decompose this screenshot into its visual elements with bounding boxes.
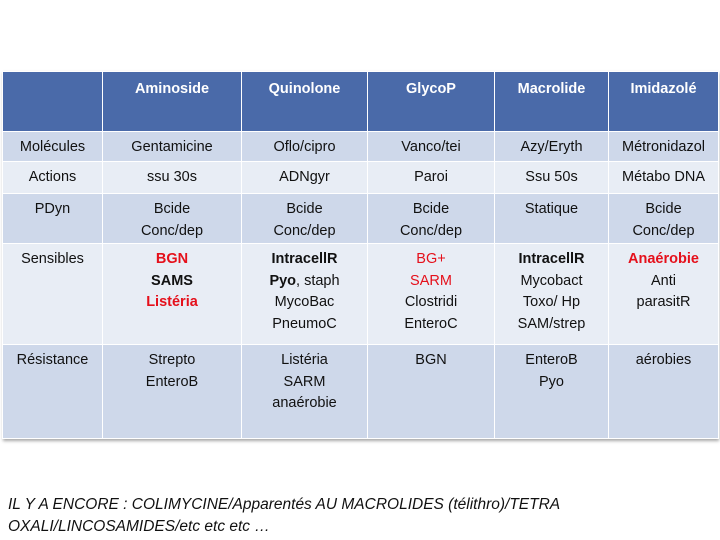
cell-actions-quinolone: ADNgyr bbox=[242, 162, 368, 194]
footer-note bbox=[8, 494, 713, 538]
cell-line: Conc/dep bbox=[399, 222, 463, 239]
cell-line: Strepto bbox=[148, 352, 196, 368]
cell-line: EnteroB bbox=[525, 352, 578, 368]
cell-line: Conc/dep bbox=[632, 222, 695, 239]
cell-sensibles-quinolone bbox=[242, 244, 368, 345]
cell-line: EnteroB bbox=[145, 373, 199, 390]
table-row-molecules bbox=[3, 132, 719, 162]
cell-line: Conc/dep bbox=[273, 222, 336, 239]
row-label-molecules: Molécules bbox=[3, 132, 103, 162]
cell-molecules-aminoside: Gentamicine bbox=[103, 132, 242, 162]
footer-line: OXALI/LINCOSAMIDES/etc etc etc … bbox=[8, 518, 270, 535]
table-row-pdyn bbox=[3, 194, 719, 244]
table-row-actions bbox=[3, 162, 719, 194]
row-label-actions: Actions bbox=[3, 162, 103, 194]
cell-resistance-imidazole bbox=[609, 345, 719, 439]
cell-sensibles-aminoside bbox=[103, 244, 242, 345]
cell-line: IntracellR bbox=[271, 251, 338, 267]
cell-resistance-aminoside bbox=[103, 345, 242, 439]
row-label-resistance: Résistance bbox=[3, 345, 103, 439]
cell-line: anaérobie bbox=[272, 395, 337, 411]
header-quinolone: Quinolone bbox=[242, 72, 368, 132]
cell-line: SAM/strep bbox=[517, 315, 586, 332]
header-glycop: GlycoP bbox=[368, 72, 495, 132]
cell-line: parasitR bbox=[636, 294, 691, 310]
cell-resistance-quinolone bbox=[242, 345, 368, 439]
table-header-row bbox=[3, 72, 719, 132]
cell-pdyn-macrolide bbox=[495, 194, 609, 244]
cell-molecules-macrolide: Azy/Eryth bbox=[495, 132, 609, 162]
footer-line: IL Y A ENCORE : COLIMYCINE/Apparentés AU MACROLIDES (télithro)/TETRA bbox=[8, 496, 561, 513]
cell-pdyn-aminoside bbox=[103, 194, 242, 244]
antibiotic-table bbox=[2, 71, 719, 439]
cell-pdyn-quinolone bbox=[242, 194, 368, 244]
cell-resistance-macrolide bbox=[495, 345, 609, 439]
cell-pdyn-glycop bbox=[368, 194, 495, 244]
cell-line: BGN bbox=[415, 352, 447, 368]
cell-line: MycoBac bbox=[274, 294, 335, 310]
cell-line: Listéria bbox=[146, 294, 198, 310]
cell-actions-glycop: Paroi bbox=[368, 162, 495, 194]
cell-line: BG+ bbox=[416, 251, 446, 267]
cell-line: SARM bbox=[283, 373, 326, 390]
antibiotic-table-container bbox=[2, 71, 718, 439]
cell-line: PneumoC bbox=[272, 315, 337, 332]
cell-line: SARM bbox=[410, 272, 452, 289]
header-macrolide: Macrolide bbox=[495, 72, 609, 132]
cell-sensibles-imidazole bbox=[609, 244, 719, 345]
cell-line: Conc/dep bbox=[140, 222, 204, 239]
cell-line: aérobies bbox=[635, 352, 692, 368]
cell-line: Mycobact bbox=[520, 272, 583, 289]
row-label-sensibles: Sensibles bbox=[3, 244, 103, 345]
cell-line-mixed bbox=[246, 271, 363, 293]
cell-line: Anti bbox=[651, 272, 676, 289]
table-row-sensibles bbox=[3, 244, 719, 345]
cell-molecules-quinolone: Oflo/cipro bbox=[242, 132, 368, 162]
cell-line: Anaérobie bbox=[628, 251, 699, 267]
cell-line: BGN bbox=[155, 251, 189, 267]
cell-line: IntracellR bbox=[518, 251, 585, 267]
cell-actions-imidazole: Métabo DNA bbox=[609, 162, 719, 194]
header-imidazole: Imidazolé bbox=[609, 72, 719, 132]
cell-actions-aminoside: ssu 30s bbox=[103, 162, 242, 194]
cell-line: Statique bbox=[524, 201, 579, 217]
cell-line: Bcide bbox=[412, 201, 450, 217]
cell-line: Bcide bbox=[153, 201, 191, 217]
cell-line: Clostridi bbox=[404, 294, 458, 310]
cell-molecules-glycop: Vanco/tei bbox=[368, 132, 495, 162]
row-label-pdyn: PDyn bbox=[3, 194, 103, 244]
cell-fragment: , staph bbox=[296, 272, 340, 289]
cell-line: EnteroC bbox=[404, 315, 458, 332]
cell-actions-macrolide: Ssu 50s bbox=[495, 162, 609, 194]
cell-sensibles-glycop bbox=[368, 244, 495, 345]
cell-molecules-imidazole: Métronidazol bbox=[609, 132, 719, 162]
cell-line: Toxo/ Hp bbox=[522, 294, 581, 310]
cell-line: Pyo bbox=[539, 373, 564, 390]
cell-sensibles-macrolide bbox=[495, 244, 609, 345]
cell-fragment: Pyo bbox=[269, 272, 297, 289]
cell-line: Bcide bbox=[645, 201, 682, 217]
cell-line: Listéria bbox=[281, 352, 328, 368]
cell-line: SAMS bbox=[151, 272, 193, 289]
header-aminoside: Aminoside bbox=[103, 72, 242, 132]
cell-resistance-glycop bbox=[368, 345, 495, 439]
cell-line: Bcide bbox=[286, 201, 323, 217]
header-corner bbox=[3, 72, 103, 132]
cell-pdyn-imidazole bbox=[609, 194, 719, 244]
table-row-resistance bbox=[3, 345, 719, 439]
